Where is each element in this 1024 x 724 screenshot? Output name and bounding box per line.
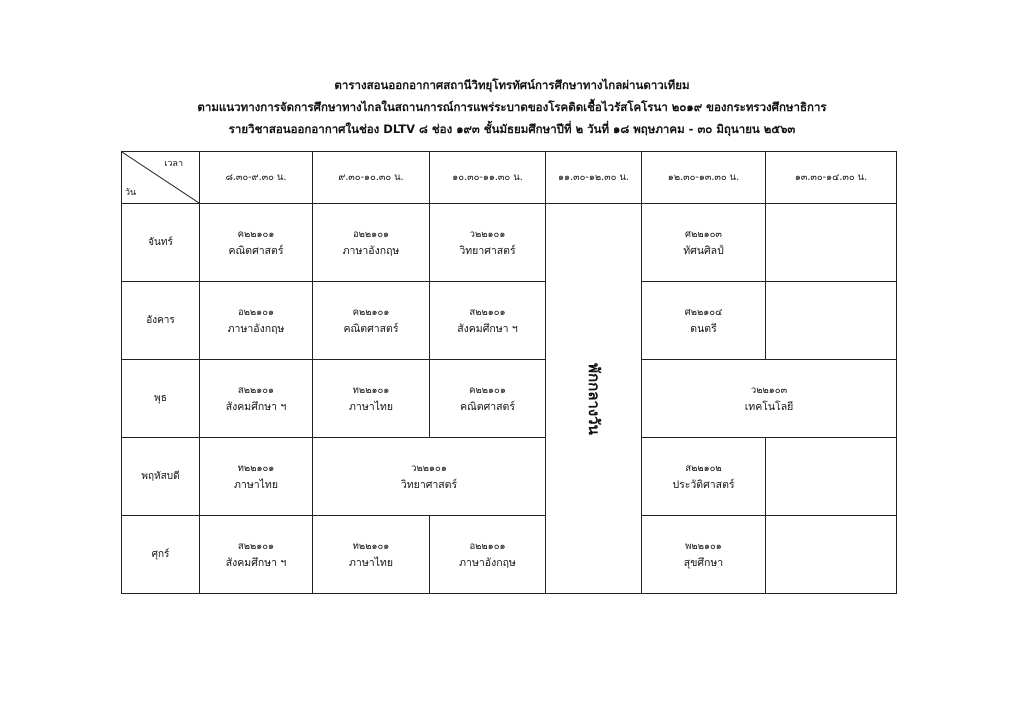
subject-code: ส๒๒๑๐๑	[237, 384, 275, 396]
class-cell	[200, 516, 313, 594]
class-cell	[642, 438, 766, 516]
subject-name: ภาษาไทย	[234, 478, 278, 491]
subject-code: ส๒๒๑๐๑	[469, 306, 506, 318]
subject-code: ค๒๒๑๐๑	[352, 306, 390, 318]
title-line-1: ตารางสอนออกอากาศสถานีวิทยุโทรทัศน์การศึกษาทางไกลผ่านดาวเทียม	[334, 78, 690, 92]
subject-code: อ๒๒๑๐๑	[352, 228, 390, 240]
day-name: อังคาร	[122, 282, 200, 360]
subject-name: สุขศึกษา	[683, 556, 724, 569]
day-name: พุธ	[122, 360, 200, 438]
subject-code: พ๒๒๑๐๑	[685, 540, 722, 552]
document-title-block	[0, 74, 1024, 140]
lunch-break-label: พักกลางวัน	[584, 362, 603, 435]
title-line-3: รายวิชาสอนออกอากาศในช่อง DLTV ๘ ช่อง ๑๙๓ ชั้นมัธยมศึกษาปีที่ ๒ วันที่ ๑๘ พฤษภาคม - ๓๐ มิถุนายน ๒๕๖๓	[228, 122, 796, 136]
subject-code: ศ๒๒๑๐๓	[685, 228, 722, 240]
class-cell	[430, 282, 546, 360]
subject-name: ดนตรี	[690, 322, 717, 335]
empty-cell	[766, 516, 897, 594]
class-cell	[313, 282, 430, 360]
period-header: ๙.๓๐-๑๐.๓๐ น.	[313, 152, 430, 204]
subject-code: ค๒๒๑๐๑	[469, 384, 506, 396]
subject-code: ว๒๒๑๐๓	[750, 384, 788, 396]
class-cell	[642, 282, 766, 360]
subject-name: ทัศนศิลป์	[683, 244, 724, 257]
day-row-tuesday	[122, 282, 897, 360]
corner-day-label: วัน	[125, 188, 137, 198]
day-row-thursday	[122, 438, 897, 516]
period-header: ๑๐.๓๐-๑๑.๓๐ น.	[430, 152, 546, 204]
period-header: ๘.๓๐-๙.๓๐ น.	[200, 152, 313, 204]
subject-code: ท๒๒๑๐๑	[352, 384, 390, 396]
corner-cell	[122, 152, 200, 204]
subject-code: อ๒๒๑๐๑	[469, 540, 506, 552]
subject-name: สังคมศึกษา ฯ	[457, 322, 518, 335]
subject-code: ค๒๒๑๐๑	[237, 228, 275, 240]
class-cell	[430, 204, 546, 282]
subject-name: คณิตศาสตร์	[459, 400, 515, 413]
day-name: จันทร์	[122, 204, 200, 282]
title-line-2: ตามแนวทางการจัดการศึกษาทางไกลในสถานการณ์การแพร่ระบาดของโรคติดเชื้อไวรัสโคโรนา ๒๐๑๙ ของกระทรวงศึกษาธิการ	[197, 100, 827, 114]
subject-code: ท๒๒๑๐๑	[237, 462, 275, 474]
class-cell	[200, 438, 313, 516]
class-cell-double	[642, 360, 897, 438]
corner-time-label: เวลา	[164, 159, 183, 169]
class-cell	[642, 204, 766, 282]
class-cell	[313, 516, 430, 594]
subject-name: วิทยาศาสตร์	[459, 244, 516, 257]
subject-name: วิทยาศาสตร์	[400, 478, 458, 491]
subject-name: คณิตศาสตร์	[228, 244, 284, 257]
subject-name: สังคมศึกษา ฯ	[225, 556, 287, 569]
subject-code: ท๒๒๑๐๑	[352, 540, 390, 552]
class-cell	[313, 204, 430, 282]
subject-name: ภาษาอังกฤษ	[342, 244, 400, 257]
empty-cell	[766, 282, 897, 360]
class-cell	[200, 282, 313, 360]
subject-code: ส๒๒๑๐๑	[237, 540, 275, 552]
subject-name: เทคโนโลยี	[744, 400, 794, 413]
day-row-friday	[122, 516, 897, 594]
subject-code: ว๒๒๑๐๑	[469, 228, 506, 240]
subject-code: ศ๒๒๑๐๔	[684, 306, 723, 318]
subject-name: คณิตศาสตร์	[343, 322, 399, 335]
subject-name: ภาษาไทย	[349, 400, 393, 413]
subject-code: อ๒๒๑๐๑	[237, 306, 275, 318]
subject-code: ส๒๒๑๐๒	[685, 462, 722, 474]
class-cell	[642, 516, 766, 594]
period-header: ๑๓.๓๐-๑๔.๓๐ น.	[766, 152, 897, 204]
class-cell	[200, 360, 313, 438]
empty-cell	[766, 204, 897, 282]
period-header: ๑๒.๓๐-๑๓.๓๐ น.	[642, 152, 766, 204]
subject-name: ประวัติศาสตร์	[672, 478, 735, 491]
subject-name: สังคมศึกษา ฯ	[225, 400, 287, 413]
class-cell	[313, 360, 430, 438]
class-cell	[430, 516, 546, 594]
class-cell	[200, 204, 313, 282]
class-cell	[430, 360, 546, 438]
header-row	[122, 152, 897, 204]
empty-cell	[766, 438, 897, 516]
lunch-break-cell	[546, 204, 642, 594]
period-header: ๑๑.๓๐-๑๒.๓๐ น.	[546, 152, 642, 204]
day-name: ศุกร์	[122, 516, 200, 594]
schedule-table	[121, 151, 897, 594]
subject-name: ภาษาอังกฤษ	[459, 556, 516, 569]
day-name: พฤหัสบดี	[122, 438, 200, 516]
class-cell-double	[313, 438, 546, 516]
subject-name: ภาษาอังกฤษ	[227, 322, 285, 335]
subject-name: ภาษาไทย	[349, 556, 393, 569]
subject-code: ว๒๒๑๐๑	[411, 462, 447, 474]
day-row-wednesday	[122, 360, 897, 438]
day-row-monday	[122, 204, 897, 282]
